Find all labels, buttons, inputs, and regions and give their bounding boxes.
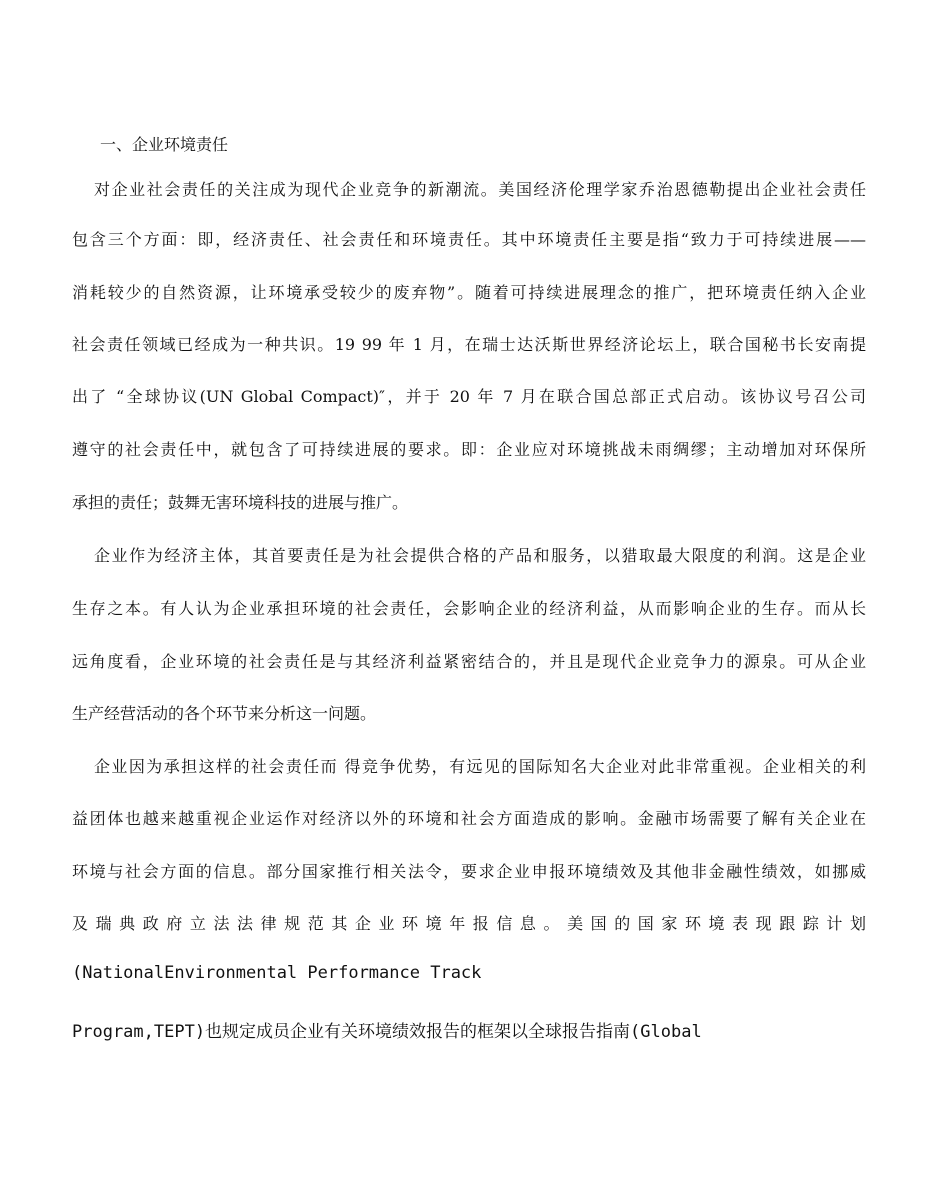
- paragraph-2-line-3: 远角度看，企业环境的社会责任是与其经济利益紧密结合的，并且是现代企业竞争力的源泉。可从企业: [72, 652, 866, 671]
- paragraph-2-line-4: 生产经营活动的各个环节来分析这一问题。: [72, 704, 377, 723]
- paragraph-3-line-3: 环境与社会方面的信息。部分国家推行相关法令，要求企业申报环境绩效及其他非金融性绩效，如挪威: [72, 862, 866, 881]
- paragraph-2-line-2: 生存之本。有人认为企业承担环境的社会责任，会影响企业的经济利益，从而影响企业的生存。而从长: [72, 599, 866, 618]
- paragraph-1-line-5: 出了 “全球协议(UN Global Compact)″，并于 20 年 7 月在联合国总部正式启动。该协议号召公司: [72, 387, 866, 406]
- paragraph-3-line-6: Program,TEPT)也规定成员企业有关环境绩效报告的框架以全球报告指南(Global: [72, 1022, 702, 1042]
- paragraph-3-line-1: 企业因为承担这样的社会责任而 得竞争优势，有远见的国际知名大企业对此非常重视。企业相关的利: [94, 757, 866, 776]
- paragraph-1-line-7: 承担的责任；鼓舞无害环境科技的进展与推广。: [72, 493, 409, 512]
- paragraph-1-line-3: 消耗较少的自然资源，让环境承受较少的废弃物”。随着可持续进展理念的推广，把环境责任纳入企业: [72, 283, 866, 302]
- paragraph-3-line-5: (NationalEnvironmental Performance Track: [72, 963, 482, 983]
- paragraph-3-line-2: 益团体也越来越重视企业运作对经济以外的环境和社会方面造成的影响。金融市场需要了解有关企业在: [72, 809, 866, 828]
- paragraph-1-line-4: 社会责任领域已经成为一种共识。19 99 年 1 月，在瑞士达沃斯世界经济论坛上，联合国秘书长安南提: [72, 335, 866, 354]
- paragraph-1-line-2: 包含三个方面：即，经济责任、社会责任和环境责任。其中环境责任主要是指“致力于可持续进展——: [72, 230, 866, 249]
- paragraph-2-line-1: 企业作为经济主体，其首要责任是为社会提供合格的产品和服务，以猎取最大限度的利润。这是企业: [94, 546, 866, 565]
- section-heading: 一、企业环境责任: [100, 135, 229, 154]
- paragraph-1-line-1: 对企业社会责任的关注成为现代企业竞争的新潮流。美国经济伦理学家乔治恩德勒提出企业社会责任: [94, 180, 866, 199]
- paragraph-3-line-4: 及瑞典政府立法法律规范其企业环境年报信息。美国的国家环境表现跟踪计划: [72, 914, 866, 933]
- paragraph-1-line-6: 遵守的社会责任中，就包含了可持续进展的要求。即：企业应对环境挑战未雨绸缪；主动增加对环保所: [72, 440, 866, 459]
